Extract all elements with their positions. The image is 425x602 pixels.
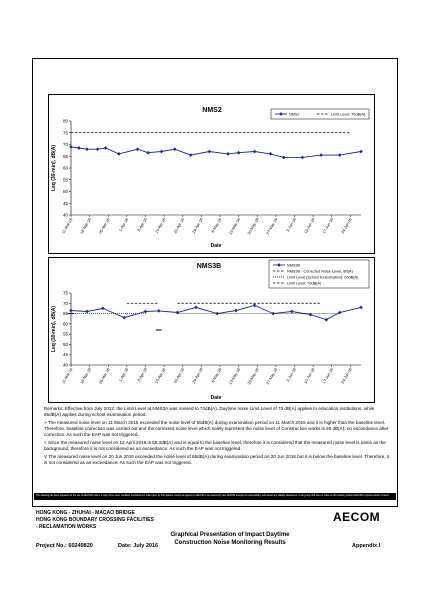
nms3b-x-tick-label: 20-May-16: [247, 367, 260, 386]
nms3b-title: NMS3B: [196, 263, 222, 270]
nms2-data-point: [96, 147, 100, 151]
nms3b-data-point: [359, 306, 363, 310]
nms3b-legend-label: NMS3B: [287, 263, 301, 268]
nms2-data-point: [69, 145, 73, 149]
project-name-block: [36, 510, 154, 531]
nms3b-y-tick-label: 65: [62, 311, 68, 317]
nms3b-legend: [269, 260, 369, 288]
nms2-x-tick-label: 24-Jun-16: [340, 217, 353, 235]
nms3b-data-point: [122, 316, 126, 320]
nms3b-x-tick-label: 6-May-16: [210, 367, 223, 384]
nms2-y-tick-label: 40: [62, 212, 68, 218]
nms2-title: NMS2: [202, 107, 222, 114]
nms3b-y-tick-label: 55: [62, 331, 68, 337]
remark-20-jun: V The measured noise level on 20 Jun 2016 exceeded the noise level of 65dB(A) during examination period on 20 Jun 2016 but it is below the baseline level. Therefore, it is not considered as an exceedance. As such the EAP was not triggered.: [44, 453, 390, 465]
nms2-data-point: [104, 146, 108, 150]
nms2-data-point: [136, 147, 140, 151]
nms2-legend: [271, 109, 369, 119]
nms3b-data-point: [253, 304, 257, 308]
nms2-y-tick-label: 65: [62, 153, 68, 159]
nms2-y-tick-label: 45: [62, 200, 68, 206]
nms2-x-tick-label: 18-Mar-16: [79, 217, 92, 235]
report-date: Date: July 2016: [118, 543, 159, 549]
nms2-data-point: [237, 151, 241, 155]
nms2-chart-svg: [49, 95, 374, 253]
nms3b-y-tick-label: 50: [62, 341, 68, 347]
nms2-data-point: [189, 153, 193, 157]
nms2-data-point: [319, 153, 323, 157]
nms3b-x-tick-label: 3-Jun-16: [285, 367, 297, 383]
nms2-data-point: [301, 156, 305, 160]
report-title-line-2: Construction Noise Monitoring Results: [174, 540, 286, 546]
report-title-line-1: Graphical Presentation of Impact Daytime: [170, 532, 290, 538]
nms3b-y-axis-label: Leq (30-min), dB(A): [51, 305, 57, 353]
nms3b-data-point: [194, 306, 198, 310]
nms2-x-tick-label: 15-Apr-16: [154, 217, 167, 235]
nms2-data-point: [160, 150, 164, 154]
nms2-y-tick-label: 80: [62, 118, 68, 124]
nms3b-x-tick-label: 17-Jun-16: [322, 367, 335, 385]
nms2-x-tick-label: 10-Jun-16: [303, 217, 316, 235]
nms2-x-tick-label: 27-May-16: [265, 217, 279, 236]
nms2-x-tick-label: 1-Apr-16: [118, 217, 130, 233]
nms3b-data-point: [144, 310, 148, 314]
nms3b-data-point: [234, 309, 238, 313]
nms3b-data-point: [325, 318, 329, 322]
nms3b-data-point: [290, 310, 294, 314]
nms3b-x-tick-label: 1-Apr-16: [118, 367, 130, 383]
nms2-x-tick-label: 22-Apr-16: [173, 217, 186, 235]
nms2-y-tick-label: 55: [62, 177, 68, 183]
nms3b-x-tick-label: 27-May-16: [265, 367, 279, 386]
nms3b-legend-label: Limit Level (School Examination): 65dB(A): [287, 275, 359, 280]
nms2-x-tick-label: 8-Apr-16: [137, 217, 148, 233]
nms3b-data-point: [85, 310, 89, 314]
nms3b-x-tick-label: 15-Apr-16: [154, 367, 167, 385]
aecom-logo: AECOM: [333, 510, 381, 524]
nms2-y-tick-label: 70: [62, 142, 68, 147]
remark-11-mar: > The measured noise level on 11 March 2016 exceeded the noise level of 65dB(A) during examination period on 11 March 2016 and it is higher than the baseline level. Therefore, baseline correction was carried out and the corrected noise level which solely represent the noise level of Construction works is 65 dB(A); no exceedance after correction. As such the EAP was not triggered.: [44, 419, 389, 438]
appendix-label: Appendix I: [352, 543, 381, 549]
nms2-y-axis-label: Leq (30-min), dB(A): [51, 144, 57, 192]
nms2-data-point: [77, 146, 81, 150]
project-name-line-3: - RECLAMATION WORKS: [36, 524, 97, 530]
nms2-chart: [48, 94, 375, 254]
nms2-x-tick-label: 17-Jun-16: [322, 217, 335, 235]
nms2-x-tick-label: 20-May-16: [247, 217, 260, 236]
nms3b-y-tick-label: 70: [62, 300, 68, 306]
nms3b-series-line: [71, 305, 361, 319]
nms3b-x-tick-label: 13-May-16: [228, 367, 241, 386]
nms2-legend-label: Limit Level: 75dB(A): [331, 112, 366, 117]
nms3b-x-tick-label: 11-Mar-16: [61, 367, 74, 385]
nms2-y-tick-label: 60: [62, 165, 68, 171]
nms2-y-tick-label: 75: [62, 130, 68, 136]
remark-13-apr: < Since the measured noise level on 13 April 2016 is 66.3dB(A) and is equal to the baseline level, therefore it is considered that the measured noise level is same as the background, therefore it is not considered as an exceedance. As such the EAP was not triggered.: [44, 439, 386, 451]
nms3b-x-axis-label: Date: [210, 395, 222, 401]
project-number: Project No.: 60249820: [36, 543, 93, 549]
nms2-x-axis-label: Date: [210, 243, 222, 249]
nms2-data-point: [208, 150, 212, 154]
nms3b-y-tick-label: 60: [62, 321, 68, 327]
nms2-data-point: [359, 150, 363, 154]
nms3b-x-tick-label: 29-Apr-16: [191, 367, 204, 385]
nms2-x-tick-label: 29-Apr-16: [191, 217, 204, 235]
nms3b-x-tick-label: 25-Mar-16: [98, 367, 111, 385]
remarks-block: [44, 406, 392, 467]
project-name-line-2: HONG KONG BOUNDARY CROSSING FACILITIES: [36, 517, 154, 523]
nms2-data-point: [85, 147, 89, 151]
nms2-legend-label: NMS2: [289, 112, 300, 117]
nms3b-x-tick-label: 10-Jun-16: [303, 367, 316, 385]
nms3b-y-tick-label: 45: [62, 352, 68, 358]
nms3b-data-point: [101, 307, 105, 311]
nms2-y-tick-label: 50: [62, 189, 68, 194]
nms3b-y-tick-label: 75: [62, 290, 68, 296]
nms2-data-point: [338, 153, 342, 157]
nms2-data-point: [269, 152, 273, 156]
nms3b-chart: [48, 257, 375, 403]
nms2-x-tick-label: 25-Mar-16: [98, 217, 111, 235]
remark-general: Remarks: Effective from July 2012, the Limit Level at NMS3A was revised to 70dB(A). Daytime noise Limit Level of 70 dB(A) applies to education institutions, while 65dB(A) applies during school examination period.: [44, 406, 375, 418]
nms2-x-tick-label: 3-Jun-16: [285, 217, 297, 233]
nms2-data-point: [282, 156, 286, 160]
nms2-data-point: [146, 151, 150, 155]
nms2-data-point: [253, 150, 257, 154]
nms3b-x-tick-label: 24-Jun-16: [340, 367, 353, 385]
nms3b-y-tick-label: 40: [62, 362, 68, 368]
nms3b-data-point: [157, 309, 161, 313]
nms3b-legend-label: Limit Level: 70dB(A): [287, 281, 322, 286]
nms2-data-point: [117, 152, 121, 156]
disclaimer-bar: This drawing has been prepared for the use of AECOM's client. It may not be used, modified, reproduced or relied upon by third parties, except as agreed by AECOM or as required by law. AECOM accepts no responsibility, and denies any liability whatsoever, to any party that uses or relies on this drawing without AECOM's express written consent.: [34, 493, 396, 500]
nms2-data-point: [226, 152, 230, 156]
nms3b-x-tick-label: 18-Mar-16: [79, 367, 92, 385]
nms3b-chart-svg: [49, 258, 374, 402]
nms2-data-point: [173, 147, 177, 151]
nms3b-x-tick-label: 8-Apr-16: [137, 367, 148, 383]
nms3b-x-tick-label: 22-Apr-16: [173, 367, 186, 385]
nms2-x-tick-label: 11-Mar-16: [61, 217, 74, 235]
nms3b-legend-label: NMS3B - Corrected Noise Level, dB(A): [287, 269, 353, 274]
nms2-x-tick-label: 6-May-16: [210, 217, 223, 234]
nms2-series-line: [71, 147, 361, 158]
nms2-x-tick-label: 13-May-16: [228, 217, 241, 236]
nms3b-data-point: [69, 309, 73, 313]
report-title: [150, 531, 310, 547]
project-name-line-1: HONG KONG - ZHUHAI - MACAO BRIDGE: [36, 510, 135, 516]
